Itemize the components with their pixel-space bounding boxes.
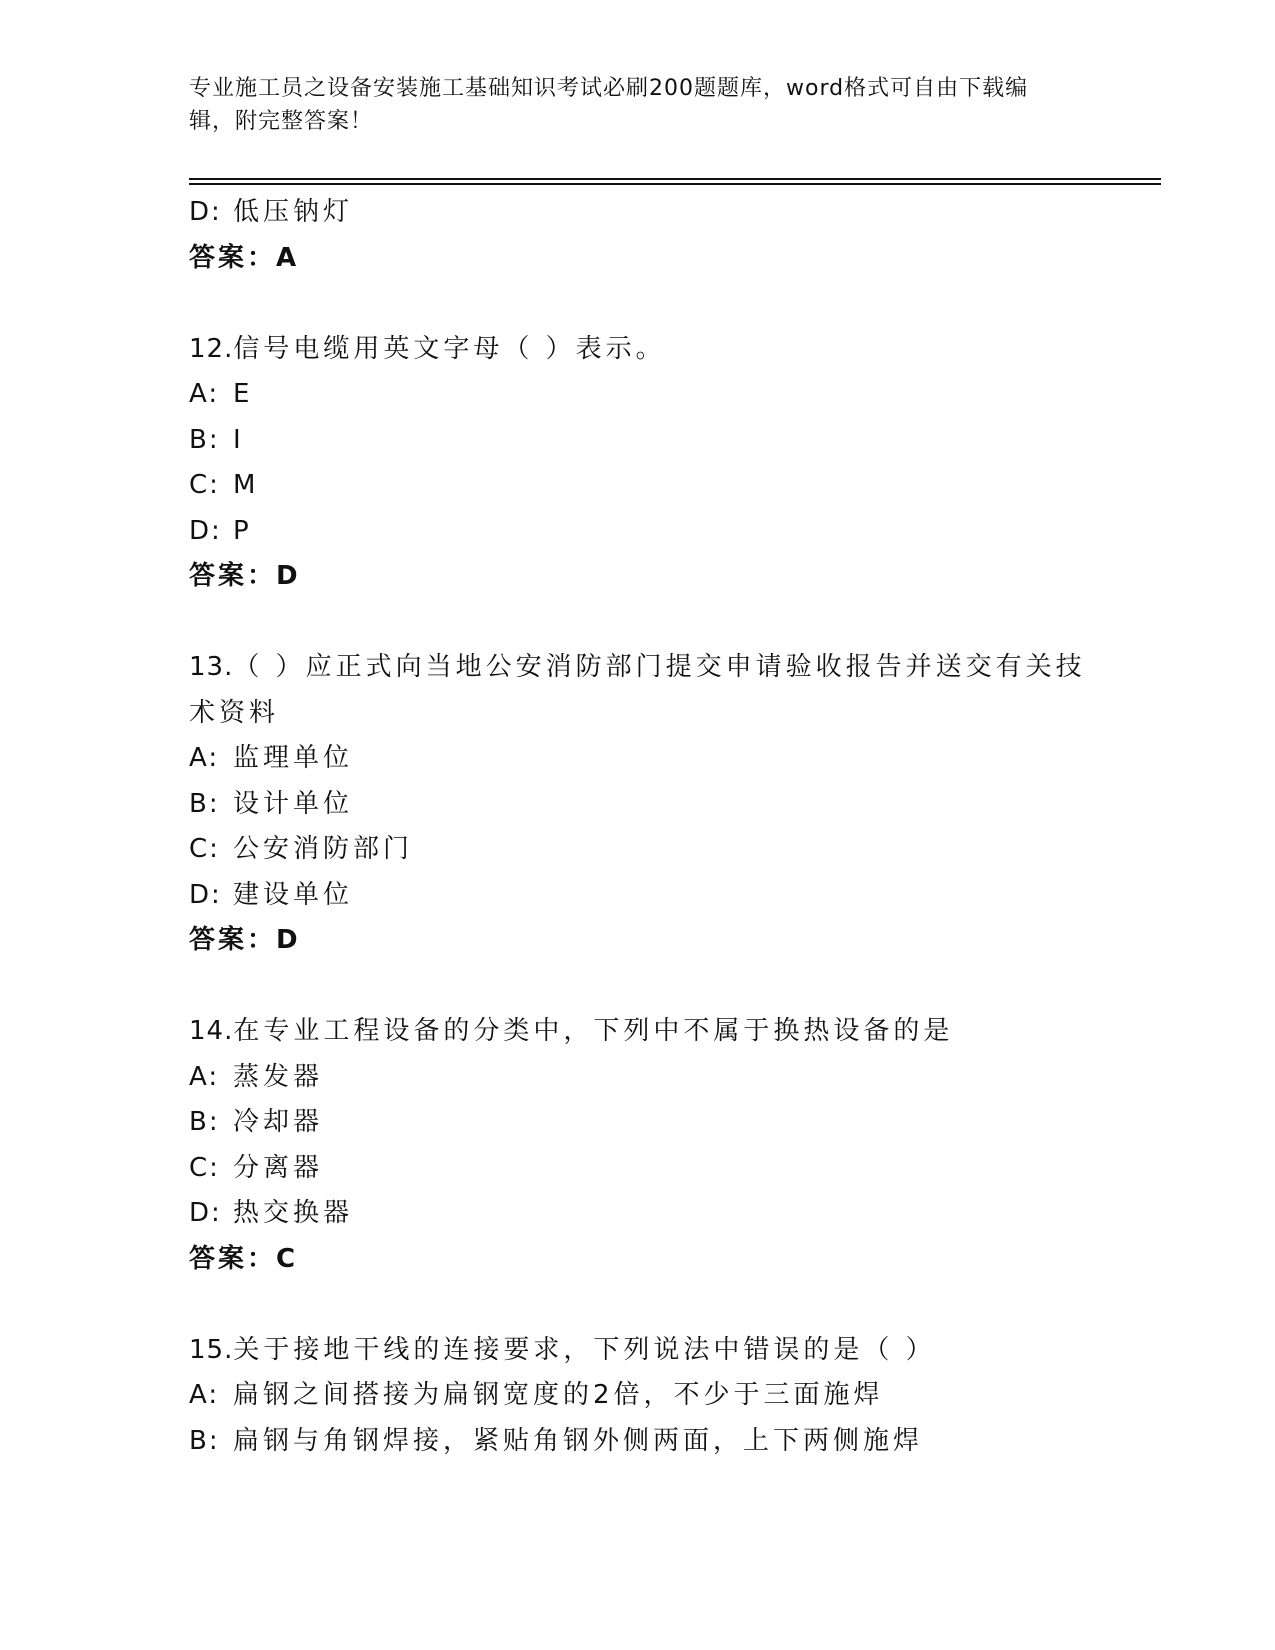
- option-key: B:: [189, 1107, 220, 1137]
- option-line: [189, 1419, 1089, 1465]
- answer-line: 答案：D: [189, 561, 301, 591]
- option-text: 监理单位: [233, 743, 354, 773]
- option-text: 建设单位: [233, 879, 354, 910]
- option-key: D:: [189, 879, 222, 910]
- question-text: [189, 1328, 1089, 1374]
- answer-line: 答案：D: [189, 925, 301, 955]
- question-text-continued: 术资料: [189, 697, 280, 728]
- option-text: 扁钢之间搭接为扁钢宽度的2倍，不少于三面施焊: [233, 1380, 884, 1410]
- option-text: E: [233, 379, 254, 409]
- option-key: C:: [189, 834, 220, 864]
- option-text: P: [233, 515, 253, 546]
- option-line: [189, 509, 1089, 555]
- option-line: [189, 418, 1089, 464]
- option-key: B:: [189, 788, 220, 819]
- option-key: B:: [189, 424, 220, 455]
- question-text: [189, 1009, 1089, 1055]
- option-text: 公安消防部门: [233, 834, 414, 864]
- header-rule-top: [189, 178, 1161, 180]
- answer-line: 答案：A: [189, 242, 300, 273]
- question-list: [189, 190, 1089, 1464]
- option-text: 低压钠灯: [233, 197, 354, 227]
- option-line: [189, 827, 1089, 873]
- option-key: A:: [189, 1061, 220, 1092]
- question-text: [189, 327, 1089, 373]
- option-text: 热交换器: [233, 1198, 354, 1228]
- header-rule-bottom: [189, 183, 1161, 185]
- question-number: 15.: [189, 1334, 234, 1365]
- answer-line: 答案：C: [189, 1243, 299, 1274]
- option-key: D:: [189, 197, 222, 227]
- option-line: [189, 1055, 1089, 1101]
- option-line: [189, 782, 1089, 828]
- option-text: 分离器: [233, 1152, 324, 1183]
- option-line: [189, 463, 1089, 509]
- question-number: 14.: [189, 1016, 234, 1046]
- option-key: A:: [189, 743, 220, 773]
- question-number: 13.: [189, 652, 234, 682]
- option-text: 扁钢与角钢焊接，紧贴角钢外侧两面，上下两侧施焊: [233, 1425, 924, 1456]
- document-header: 专业施工员之设备安装施工基础知识考试必刷200题题库，word格式可自由下载编辑，附完整答案！: [189, 76, 1029, 134]
- option-line: [189, 190, 1089, 236]
- option-line: [189, 1373, 1089, 1419]
- option-text: M: [233, 470, 260, 500]
- option-line: [189, 1146, 1089, 1192]
- question-number: 12.: [189, 333, 234, 364]
- option-text: 冷却器: [233, 1107, 324, 1137]
- question-body: 在专业工程设备的分类中，下列中不属于换热设备的是: [233, 1016, 954, 1046]
- option-line: [189, 736, 1089, 782]
- option-key: C:: [189, 470, 220, 500]
- question-body: （ ）应正式向当地公安消防部门提交申请验收报告并送交有关技: [233, 652, 1086, 682]
- option-text: I: [233, 424, 245, 455]
- option-key: A:: [189, 379, 220, 409]
- option-key: D:: [189, 515, 222, 546]
- question-text: [189, 645, 1089, 691]
- question-body: 关于接地干线的连接要求，下列说法中错误的是（ ）: [233, 1334, 936, 1365]
- option-key: A:: [189, 1380, 220, 1410]
- option-text: 设计单位: [233, 788, 354, 819]
- option-key: B:: [189, 1425, 220, 1456]
- option-key: D:: [189, 1198, 222, 1228]
- option-line: [189, 372, 1089, 418]
- option-line: [189, 1100, 1089, 1146]
- option-text: 蒸发器: [233, 1061, 324, 1092]
- option-line: [189, 1191, 1089, 1237]
- option-line: [189, 873, 1089, 919]
- option-key: C:: [189, 1152, 220, 1183]
- question-body: 信号电缆用英文字母（ ）表示。: [233, 333, 666, 364]
